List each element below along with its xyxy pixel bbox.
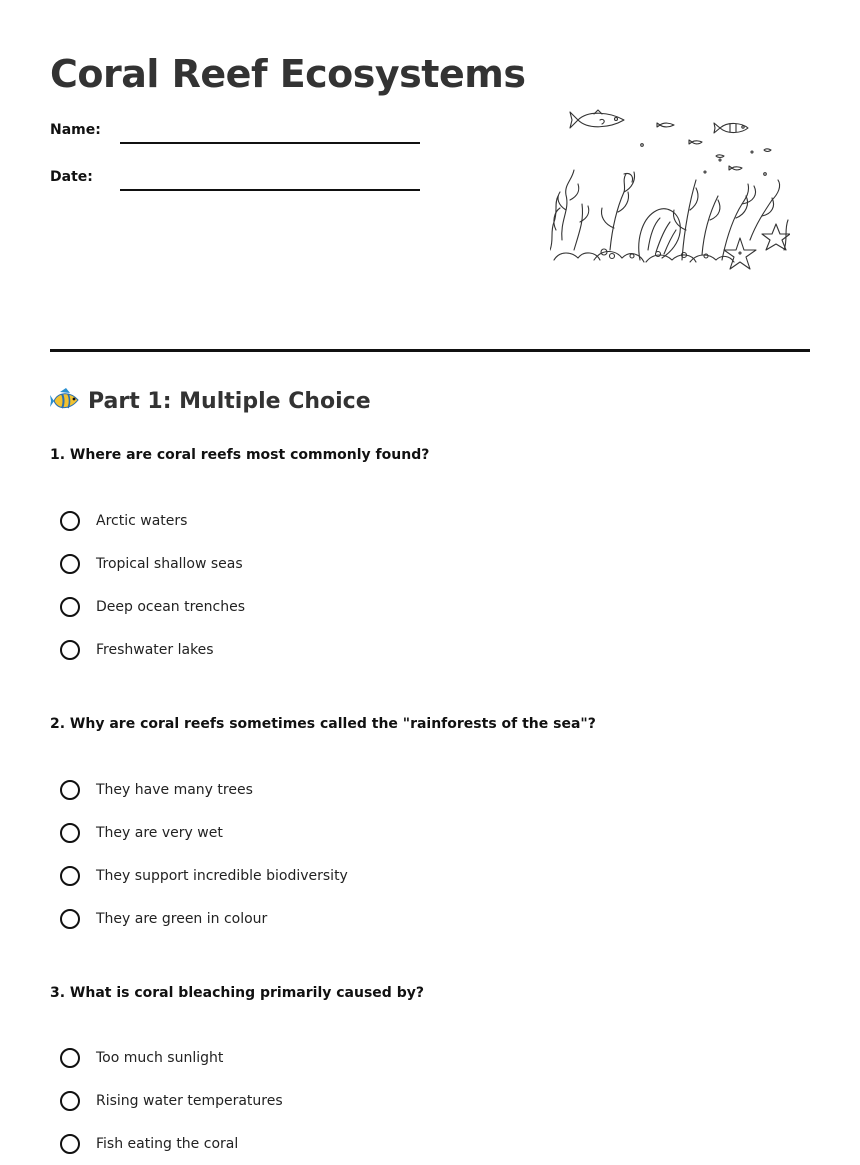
part1-heading <box>50 388 371 414</box>
answer-options <box>60 768 348 940</box>
option-label[interactable]: They are green in colour <box>96 910 268 927</box>
answer-option[interactable] <box>60 542 245 585</box>
answer-option[interactable] <box>60 1122 283 1165</box>
option-label[interactable]: Arctic waters <box>96 512 188 529</box>
date-line[interactable] <box>120 189 420 191</box>
date-field[interactable] <box>50 169 430 199</box>
answer-option[interactable] <box>60 768 348 811</box>
answer-options <box>60 499 245 671</box>
radio-button[interactable] <box>60 640 80 660</box>
question-text: 2. Why are coral reefs sometimes called the "rainforests of the sea"? <box>50 716 596 732</box>
radio-button[interactable] <box>60 1048 80 1068</box>
question-text: 1. Where are coral reefs most commonly found? <box>50 447 430 463</box>
answer-option[interactable] <box>60 811 348 854</box>
answer-options <box>60 1036 283 1165</box>
answer-option[interactable] <box>60 1079 283 1122</box>
option-label[interactable]: They are very wet <box>96 824 223 841</box>
section-divider <box>50 349 810 352</box>
starfish-icon <box>724 238 756 269</box>
option-label[interactable]: They have many trees <box>96 781 253 798</box>
answer-option[interactable] <box>60 585 245 628</box>
question-2 <box>50 714 810 927</box>
part1-title: Part 1: Multiple Choice <box>88 388 371 414</box>
name-line[interactable] <box>120 142 420 144</box>
radio-button[interactable] <box>60 1091 80 1111</box>
radio-button[interactable] <box>60 909 80 929</box>
radio-button[interactable] <box>60 597 80 617</box>
option-label[interactable]: Deep ocean trenches <box>96 598 246 615</box>
date-label: Date: <box>50 169 93 185</box>
option-label[interactable]: They support incredible biodiversity <box>96 867 348 884</box>
fish-icon <box>570 110 624 128</box>
option-label[interactable]: Freshwater lakes <box>96 641 214 658</box>
radio-button[interactable] <box>60 554 80 574</box>
option-label[interactable]: Too much sunlight <box>96 1049 224 1066</box>
question-1 <box>50 445 810 658</box>
answer-option[interactable] <box>60 897 348 940</box>
fish-icon <box>714 123 748 133</box>
question-text: 3. What is coral bleaching primarily caused by? <box>50 985 424 1001</box>
tropical-fish-icon <box>50 388 80 414</box>
answer-option[interactable] <box>60 499 245 542</box>
question-3 <box>50 983 810 1152</box>
option-label[interactable]: Tropical shallow seas <box>96 555 243 572</box>
radio-button[interactable] <box>60 1134 80 1154</box>
answer-option[interactable] <box>60 628 245 671</box>
page-title: Coral Reef Ecosystems <box>50 52 526 96</box>
radio-button[interactable] <box>60 866 80 886</box>
name-label: Name: <box>50 122 101 138</box>
name-field[interactable] <box>50 122 430 152</box>
answer-option[interactable] <box>60 1036 283 1079</box>
radio-button[interactable] <box>60 823 80 843</box>
option-label[interactable]: Fish eating the coral <box>96 1135 239 1152</box>
coral-reef-illustration <box>550 100 790 285</box>
radio-button[interactable] <box>60 780 80 800</box>
radio-button[interactable] <box>60 511 80 531</box>
option-label[interactable]: Rising water temperatures <box>96 1092 283 1109</box>
answer-option[interactable] <box>60 854 348 897</box>
